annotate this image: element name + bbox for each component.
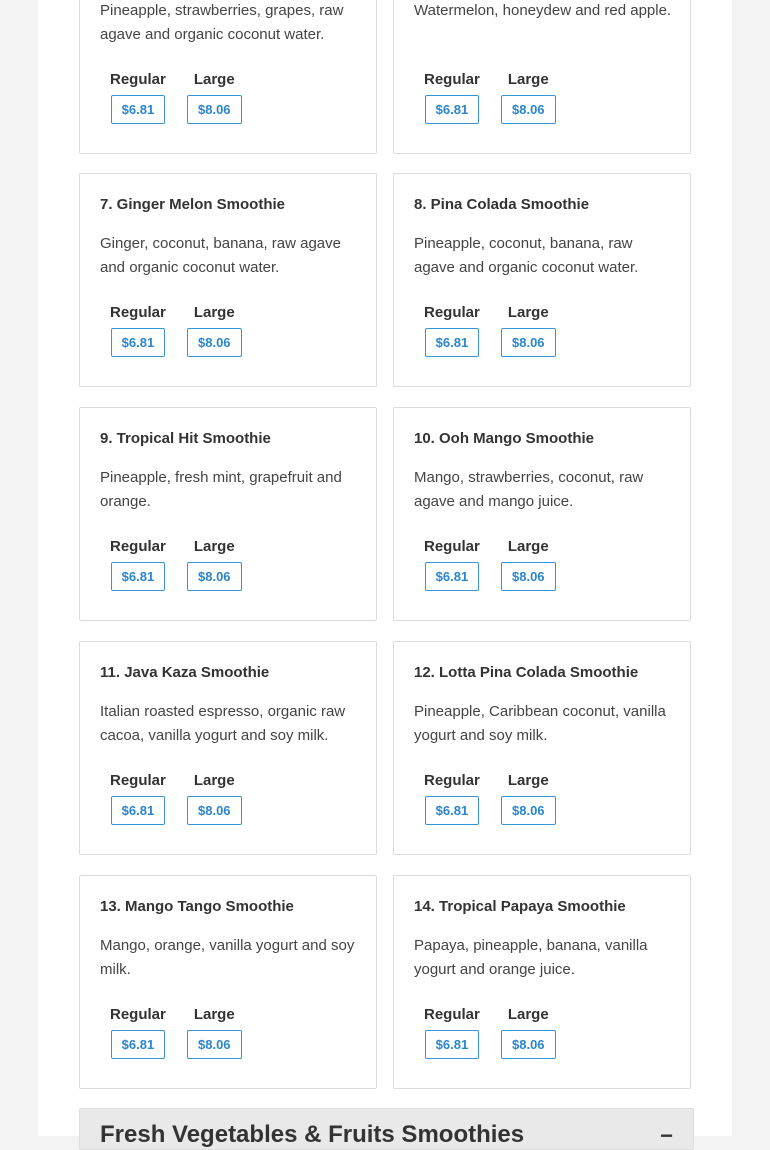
menu-item-card [393, 0, 691, 154]
item-description: Italian roasted espresso, organic raw cacoa, vanilla yogurt and soy milk. [100, 703, 346, 744]
price-button-large[interactable]: $8.06 [501, 562, 556, 591]
item-description: Papaya, pineapple, banana, vanilla yogurt and orange juice. [414, 937, 648, 978]
size-label: Large [507, 772, 549, 789]
size-option-regular [424, 1006, 480, 1059]
item-description: Pineapple, coconut, banana, raw agave and organic coconut water. [414, 235, 639, 276]
section-header-fresh-vegetables-fruits[interactable] [79, 1108, 694, 1150]
size-label: Large [507, 71, 549, 88]
item-name: 14. Tropical Papaya Smoothie [414, 898, 626, 915]
price-button-regular[interactable]: $6.81 [111, 562, 166, 591]
price-button-regular[interactable]: $6.81 [425, 328, 480, 357]
price-button-regular[interactable]: $6.81 [425, 562, 480, 591]
size-option-regular [424, 772, 480, 825]
size-label: Large [193, 772, 235, 789]
price-button-large[interactable]: $8.06 [187, 796, 242, 825]
menu-item-card [393, 875, 691, 1089]
size-option-large [187, 538, 242, 591]
size-label: Large [193, 1006, 235, 1023]
price-button-regular[interactable]: $6.81 [111, 328, 166, 357]
size-option-regular [424, 538, 480, 591]
item-description: Pineapple, Caribbean coconut, vanilla yogurt and soy milk. [414, 703, 666, 744]
size-option-regular [110, 71, 166, 124]
menu-item-card [393, 641, 691, 855]
size-label: Regular [110, 1006, 166, 1023]
menu-item-card [79, 0, 377, 154]
size-option-regular [424, 304, 480, 357]
size-label: Regular [110, 772, 166, 789]
size-label: Regular [424, 538, 480, 555]
size-option-regular [110, 1006, 166, 1059]
size-label: Large [193, 538, 235, 555]
item-name: 10. Ooh Mango Smoothie [414, 430, 595, 447]
size-label: Regular [424, 71, 480, 88]
size-option-large [501, 1006, 556, 1059]
menu-item-card [79, 875, 377, 1089]
minus-icon[interactable]: − [660, 1123, 673, 1148]
price-button-large[interactable]: $8.06 [501, 796, 556, 825]
price-button-regular[interactable]: $6.81 [111, 95, 166, 124]
size-label: Large [193, 71, 235, 88]
size-option-large [501, 304, 556, 357]
item-description: Mango, orange, vanilla yogurt and soy milk. [100, 937, 355, 978]
size-option-regular [424, 71, 480, 124]
item-description: Mango, strawberries, coconut, raw agave and mango juice. [414, 469, 644, 510]
price-button-regular[interactable]: $6.81 [425, 1030, 480, 1059]
size-option-large [187, 772, 242, 825]
menu-item-card [393, 407, 691, 621]
size-label: Regular [110, 538, 166, 555]
size-label: Regular [110, 71, 166, 88]
size-label: Large [507, 538, 549, 555]
item-name: 13. Mango Tango Smoothie [100, 898, 294, 915]
size-option-regular [110, 304, 166, 357]
price-button-large[interactable]: $8.06 [187, 95, 242, 124]
size-label: Regular [110, 304, 166, 321]
size-option-large [187, 304, 242, 357]
size-option-large [187, 71, 242, 124]
menu-item-card [393, 173, 691, 387]
section-title: Fresh Vegetables & Fruits Smoothies [100, 1121, 525, 1148]
item-description: Ginger, coconut, banana, raw agave and organic coconut water. [100, 235, 341, 276]
size-label: Regular [424, 772, 480, 789]
price-button-regular[interactable]: $6.81 [111, 796, 166, 825]
price-button-regular[interactable]: $6.81 [425, 95, 480, 124]
size-label: Large [193, 304, 235, 321]
price-button-large[interactable]: $8.06 [501, 95, 556, 124]
size-option-large [187, 1006, 242, 1059]
menu-item-card [79, 173, 377, 387]
size-option-large [501, 71, 556, 124]
price-button-large[interactable]: $8.06 [187, 1030, 242, 1059]
price-button-large[interactable]: $8.06 [501, 328, 556, 357]
size-label: Large [507, 1006, 549, 1023]
size-option-regular [110, 538, 166, 591]
item-name: 12. Lotta Pina Colada Smoothie [414, 664, 639, 681]
item-description: Pineapple, strawberries, grapes, raw agave and organic coconut water. [100, 2, 344, 43]
item-name: 11. Java Kaza Smoothie [100, 664, 270, 681]
menu-item-card [79, 641, 377, 855]
item-name: 9. Tropical Hit Smoothie [100, 430, 271, 447]
size-label: Large [507, 304, 549, 321]
size-option-large [501, 538, 556, 591]
size-label: Regular [424, 304, 480, 321]
size-option-regular [110, 772, 166, 825]
item-description: Watermelon, honeydew and red apple. [414, 2, 672, 19]
item-name: 7. Ginger Melon Smoothie [100, 196, 286, 213]
price-button-large[interactable]: $8.06 [187, 562, 242, 591]
item-name: 8. Pina Colada Smoothie [414, 196, 590, 213]
price-button-large[interactable]: $8.06 [187, 328, 242, 357]
price-button-large[interactable]: $8.06 [501, 1030, 556, 1059]
menu-item-card [79, 407, 377, 621]
price-button-regular[interactable]: $6.81 [425, 796, 480, 825]
price-button-regular[interactable]: $6.81 [111, 1030, 166, 1059]
size-label: Regular [424, 1006, 480, 1023]
item-description: Pineapple, fresh mint, grapefruit and orange. [100, 469, 342, 510]
size-option-large [501, 772, 556, 825]
